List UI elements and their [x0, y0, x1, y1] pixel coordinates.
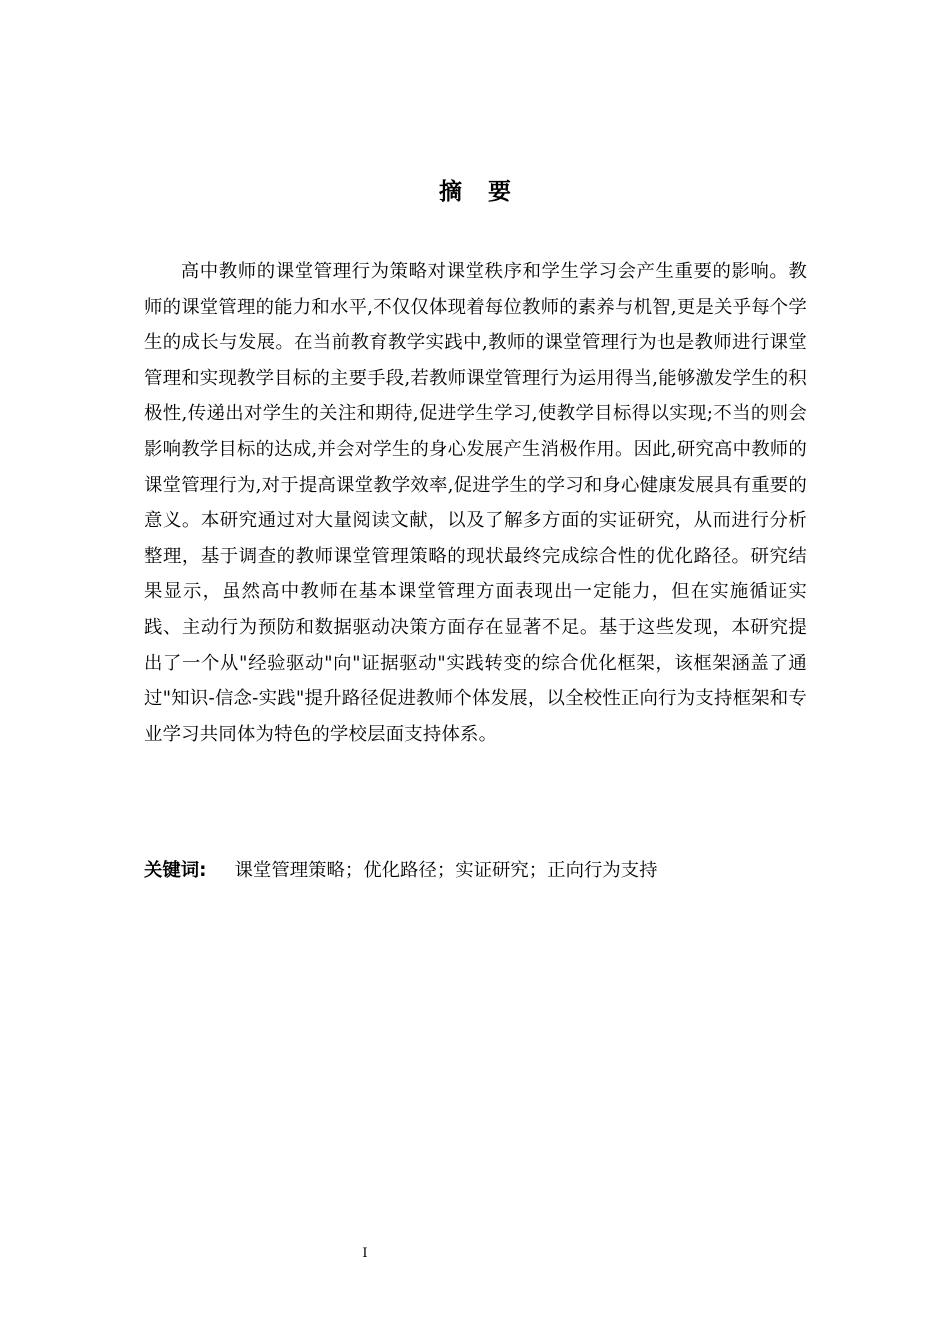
- keywords-label: 关键词:: [144, 860, 207, 881]
- keywords-list: 课堂管理策略；优化路径；实证研究；正向行为支持: [234, 860, 658, 881]
- page-number: I: [362, 1246, 368, 1261]
- title-char-2: 要: [488, 179, 511, 205]
- keywords-line: [144, 855, 807, 887]
- abstract-paragraph: 高中教师的课堂管理行为策略对课堂秩序和学生学习会产生重要的影响。教师的课堂管理的能力和水平,不仅仅体现着每位教师的素养与机智,更是关乎每个学生的成长与发展。在当前教育教学实践中,教师的课堂管理行为也是教师进行课堂管理和实现教学目标的主要手段,若教师课堂管理行为运用得当,能够激发学生的积极性,传递出对学生的关注和期待,促进学生学习,使教学目标得以实现;不当的则会影响教学目标的达成,并会对学生的身心发展产生消极作用。因此,研究高中教师的课堂管理行为,对于提高课堂教学效率,促进学生的学习和身心健康发展具有重要的意义。本研究通过对大量阅读文献，以及了解多方面的实证研究，从而进行分析整理，基于调查的教师课堂管理策略的现状最终完成综合性的优化路径。研究结果显示，虽然高中教师在基本课堂管理方面表现出一定能力，但在实施循证实践、主动行为预防和数据驱动决策方面存在显著不足。基于这些发现，本研究提出了一个从"经验驱动"向"证据驱动"实践转变的综合优化框架，该框架涵盖了通过"知识-信念-实践"提升路径促进教师个体发展，以全校性正向行为支持框架和专业学习共同体为特色的学校层面支持体系。: [144, 261, 807, 745]
- title-char-1: 摘: [439, 179, 462, 205]
- page-title: [0, 176, 950, 208]
